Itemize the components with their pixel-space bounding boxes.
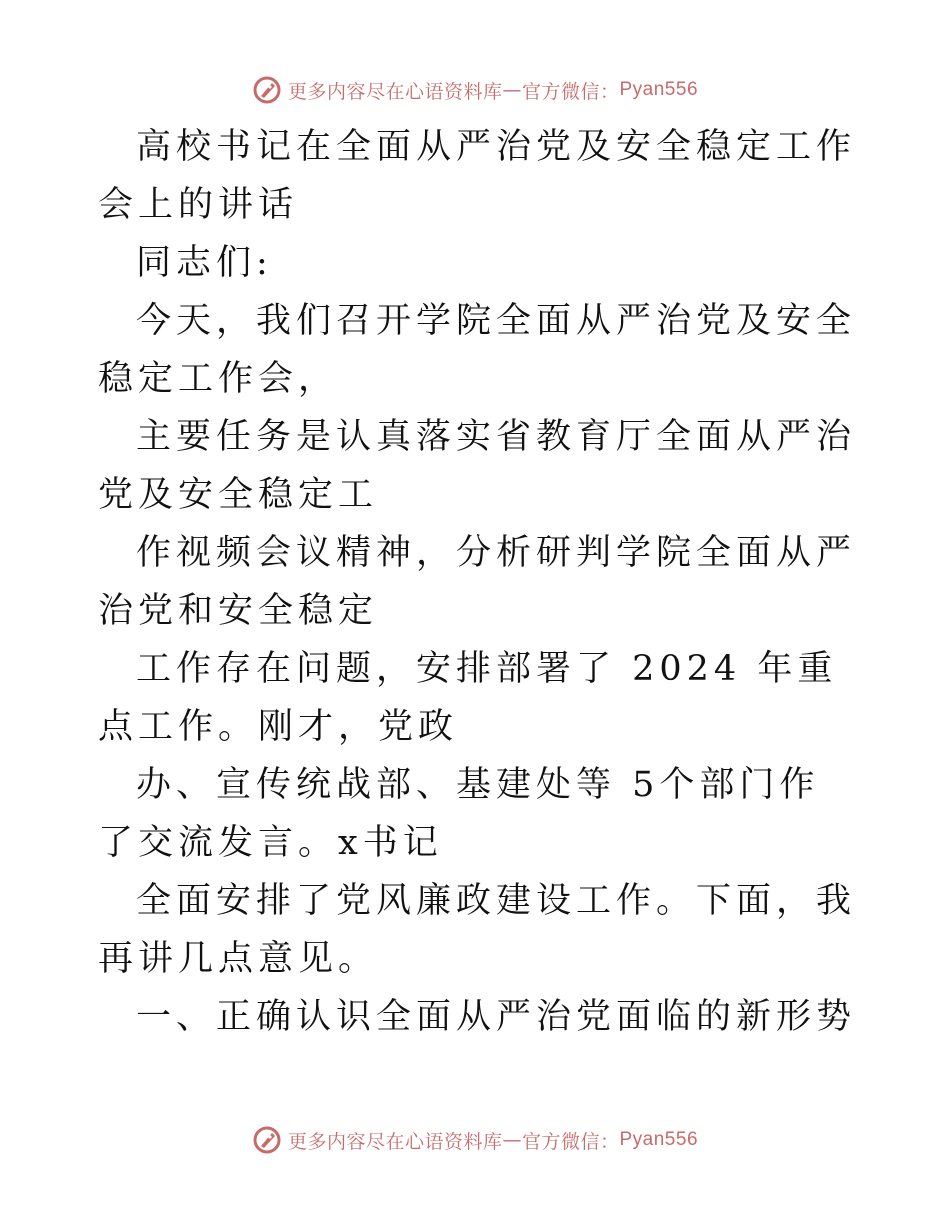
watermark-label: 官方微信： xyxy=(521,1130,620,1153)
paragraph: 今天，我们召开学院全面从严治党及安全稳定工作会， xyxy=(98,301,857,399)
paragraph: 主要任务是认真落实省教育厅全面从严治党及安全稳定工 xyxy=(98,417,857,515)
paragraph: 作视频会议精神，分析研判学院全面从严治党和安全稳定 xyxy=(98,533,857,631)
watermark-label: 官方微信： xyxy=(521,80,620,103)
section-heading: 一、正确认识全面从严治党面临的新形势 xyxy=(136,997,857,1037)
pen-nib-circle-icon xyxy=(252,1125,282,1155)
paragraph: 办、宣传统战部、基建处等 5个部门作了交流发言。x书记 xyxy=(98,765,820,863)
document-body xyxy=(98,118,858,1046)
watermark-separator: — xyxy=(502,1129,522,1151)
salutation: 同志们: xyxy=(136,243,273,283)
pen-nib-circle-icon xyxy=(252,75,282,105)
paragraph: 工作存在问题，安排部署了 2024 年重点工作。刚才，党政 xyxy=(98,649,838,747)
watermark-wechat-id: Pyan556 xyxy=(619,79,699,100)
watermark-separator: — xyxy=(502,79,522,101)
header-watermark xyxy=(0,70,950,110)
paragraph: 全面安排了党风廉政建设工作。下面，我再讲几点意见。 xyxy=(98,881,857,979)
watermark-text: 更多内容尽在心语资料库 xyxy=(287,80,503,103)
watermark-text: 更多内容尽在心语资料库 xyxy=(287,1130,503,1153)
footer-watermark xyxy=(0,1120,950,1160)
document-title: 高校书记在全面从严治党及安全稳定工作会上的讲话 xyxy=(98,127,857,225)
watermark-wechat-id: Pyan556 xyxy=(619,1129,699,1150)
